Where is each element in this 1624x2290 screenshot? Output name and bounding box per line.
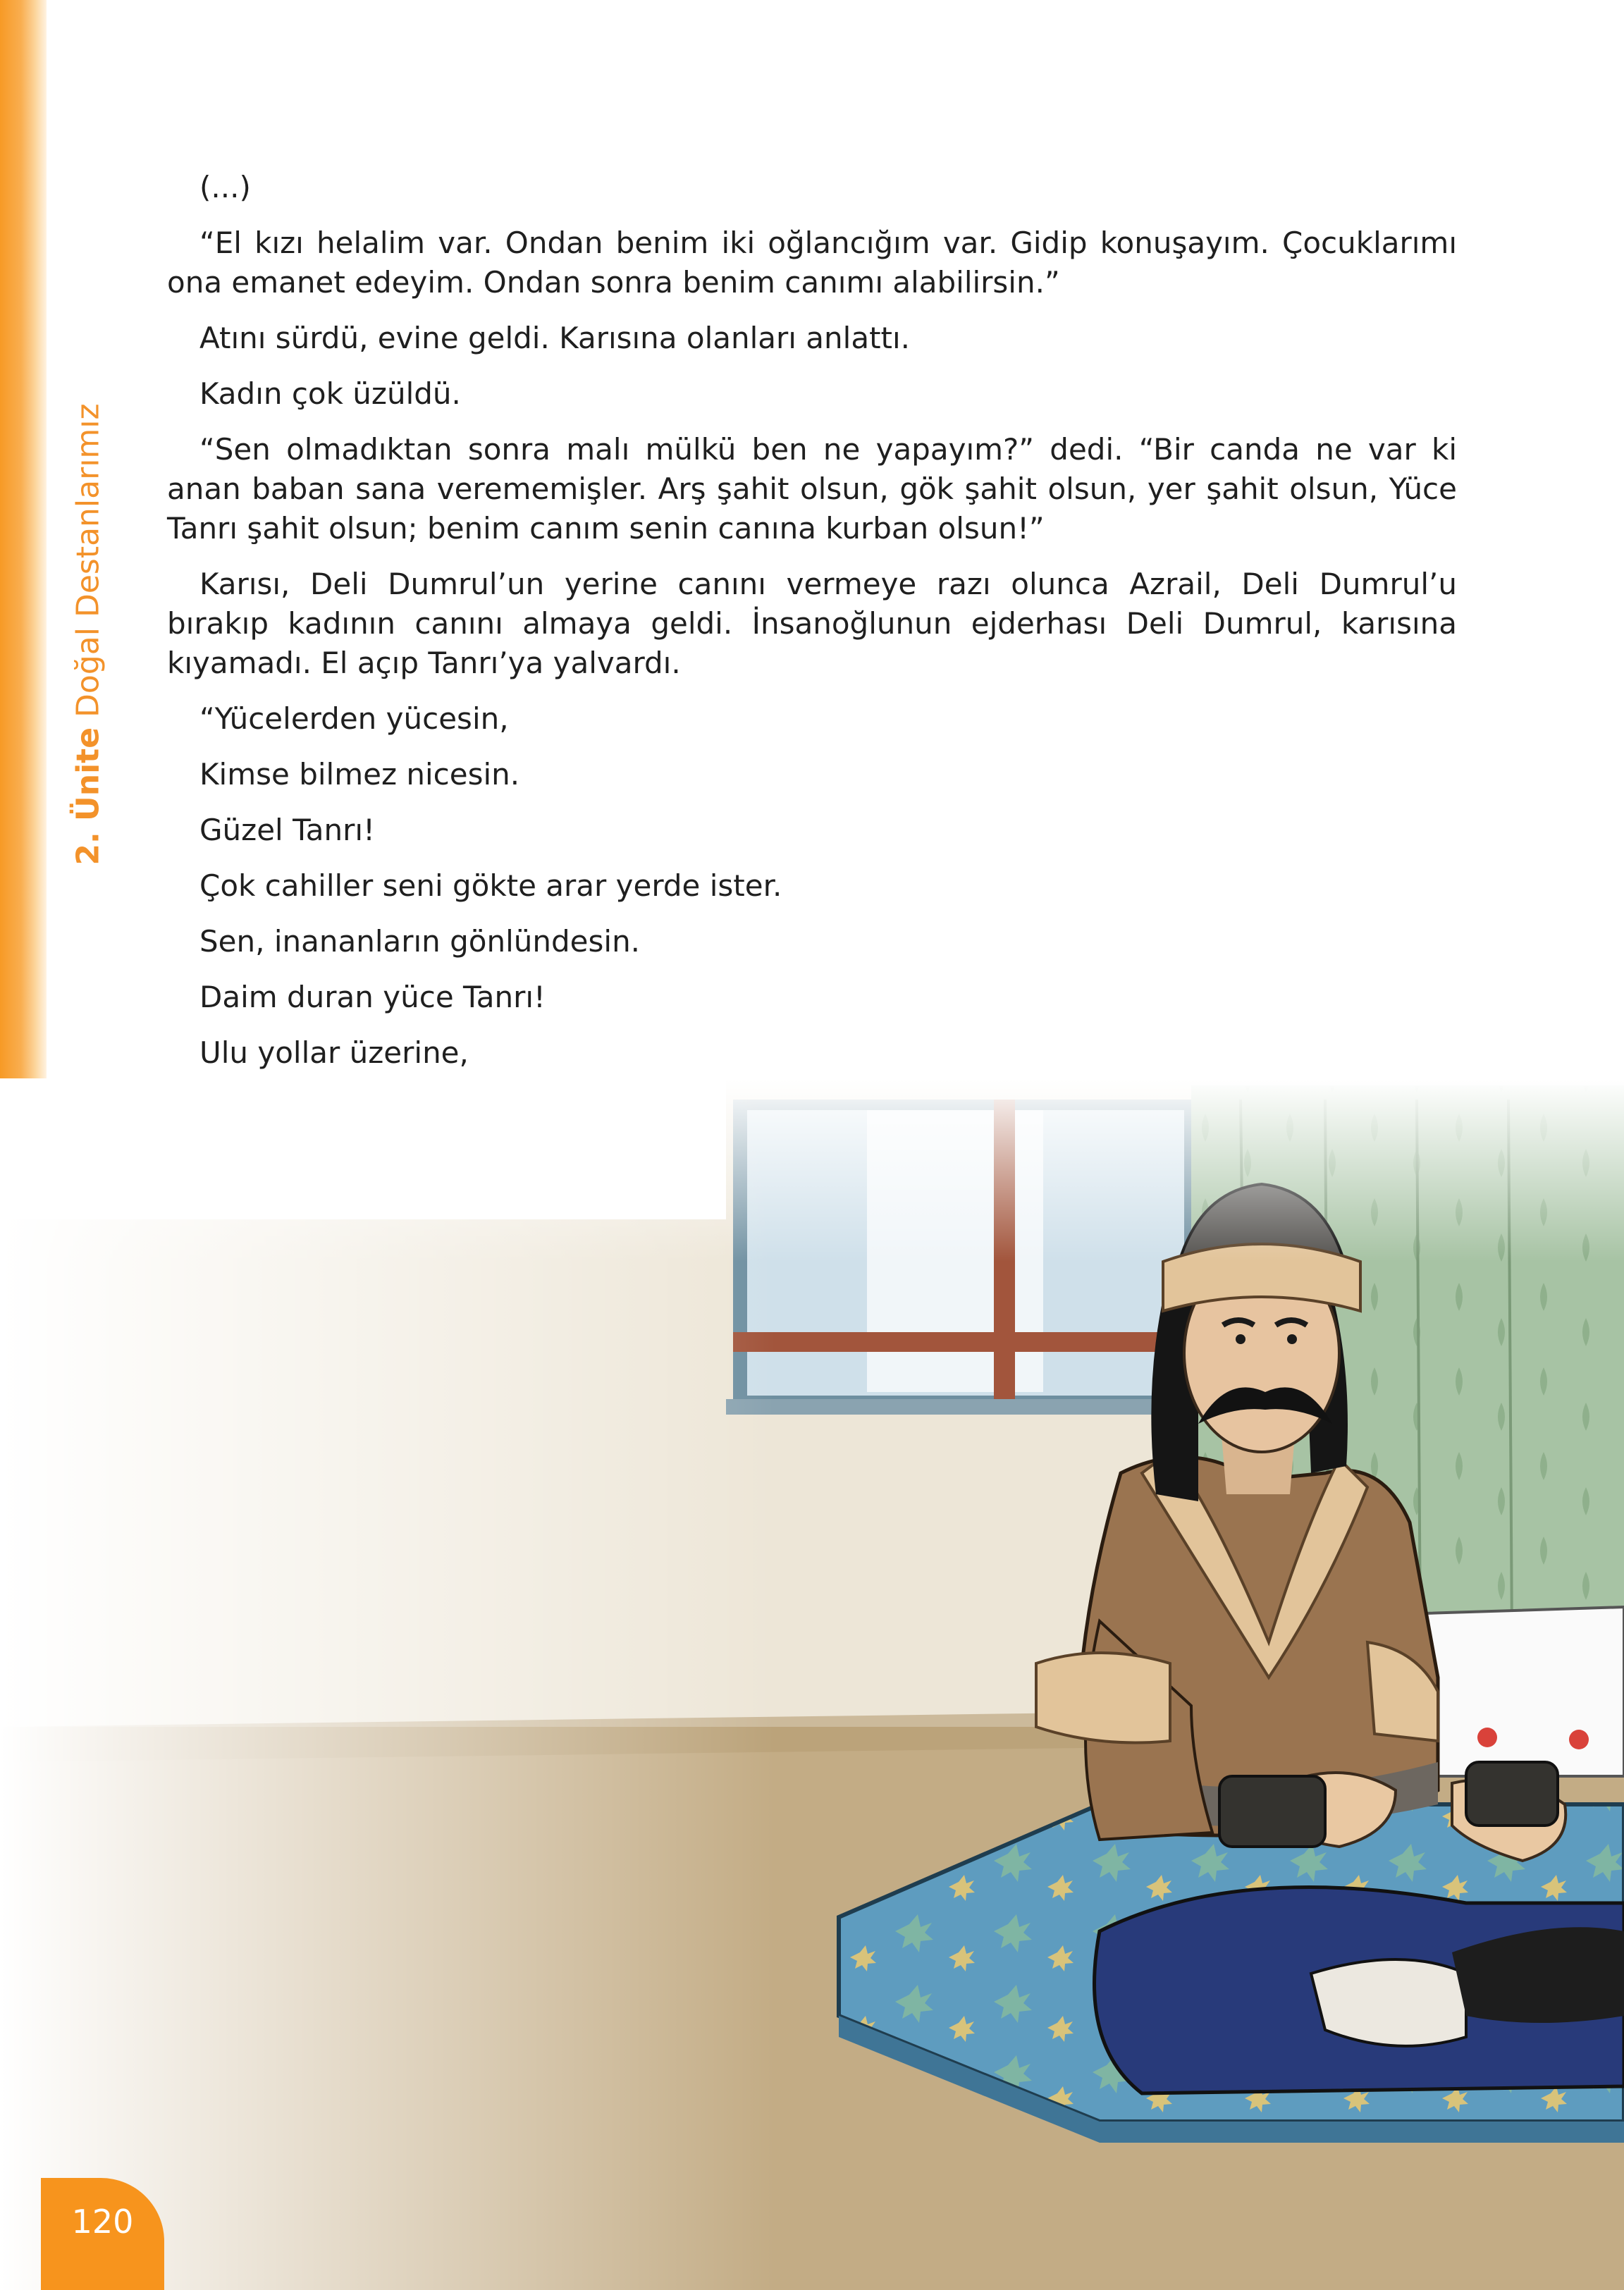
- illustration-deli-dumrul: [0, 1078, 1624, 2290]
- paragraph: Atını sürdü, evine geldi. Karısına olanları anlattı.: [199, 321, 911, 355]
- poem-line: Daim duran yüce Tanrı!: [199, 980, 546, 1014]
- unit-title: Doğal Destanlarımız: [70, 403, 106, 718]
- paragraph: “Sen olmadıktan sonra malı mülkü ben ne yapayım?” dedi. “Bir canda ne var ki anan baban sana verememişler. Arş şahit olsun, gök şahit olsun, yer şahit olsun, Yüce Tanrı şahit olsun; benim canım senin canına kurban olsun!”: [167, 432, 1457, 546]
- poem-line: Kimse bilmez nicesin.: [199, 757, 520, 792]
- paragraph: (...): [199, 170, 251, 204]
- poem-line: “Yücelerden yücesin,: [199, 701, 509, 736]
- paragraph: Karısı, Deli Dumrul’un yerine canını vermeye razı olunca Azrail, Deli Dumrul’u bırakıp kadının canını almaya geldi. İnsanoğlunun ejderhası Deli Dumrul, karısına kıyamadı. El açıp Tanrı’ya yalvardı.: [167, 567, 1457, 680]
- poem-line: Güzel Tanrı!: [199, 813, 375, 847]
- page-number: 120: [71, 2203, 134, 2241]
- paragraph: “El kızı helalim var. Ondan benim iki oğlancığım var. Gidip konuşayım. Çocuklarımı ona emanet edeyim. Ondan sonra benim canımı alabilirsin.”: [167, 226, 1457, 300]
- poem-line: Sen, inananların gönlündesin.: [199, 924, 641, 959]
- unit-number: 2. Ünite: [70, 727, 106, 866]
- unit-label: [70, 403, 106, 865]
- story-text: [167, 168, 1457, 1200]
- poem-line: Çok cahiller seni gökte arar yerde ister.: [199, 868, 782, 903]
- poem-line: Ulu yollar üzerine,: [199, 1035, 469, 1070]
- paragraph: Kadın çok üzüldü.: [199, 376, 461, 411]
